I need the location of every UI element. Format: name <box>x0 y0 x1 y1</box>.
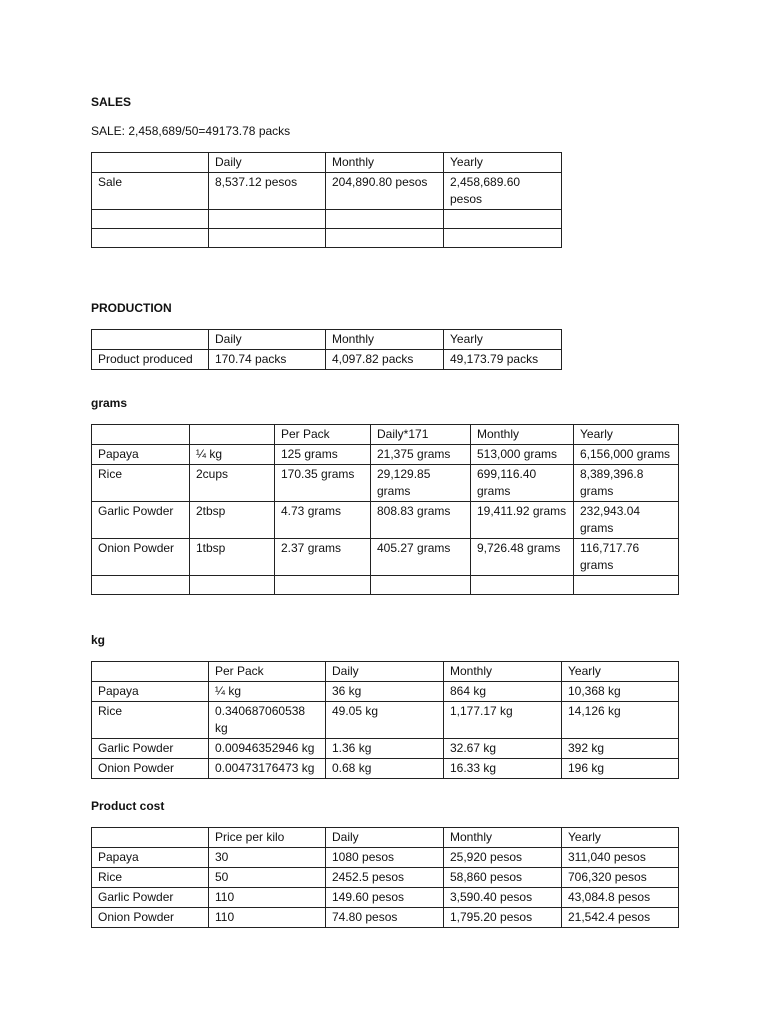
table-header-cell: Yearly <box>444 153 562 173</box>
table-row <box>92 173 562 210</box>
table-cell: 405.27 grams <box>371 539 471 576</box>
production-heading: PRODUCTION <box>91 301 172 315</box>
table-cell <box>326 210 444 229</box>
table-row <box>92 908 679 928</box>
table-row <box>92 539 679 576</box>
table-cell <box>574 576 679 595</box>
table-row <box>92 888 679 908</box>
table-cell: ¼ kg <box>190 445 275 465</box>
table-cell: 2cups <box>190 465 275 502</box>
table-cell: 25,920 pesos <box>444 848 562 868</box>
table-row <box>92 682 679 702</box>
table-cell: Product produced <box>92 350 209 370</box>
table-cell: ¼ kg <box>209 682 326 702</box>
table-header-cell: Daily <box>209 153 326 173</box>
table-cell: Onion Powder <box>92 908 209 928</box>
table-cell: 2tbsp <box>190 502 275 539</box>
table-row <box>92 739 679 759</box>
table-cell: Garlic Powder <box>92 739 209 759</box>
table-cell: 110 <box>209 888 326 908</box>
table-cell: Papaya <box>92 445 190 465</box>
table-cell: 6,156,000 grams <box>574 445 679 465</box>
table-cell: 21,375 grams <box>371 445 471 465</box>
table-cell <box>190 576 275 595</box>
grams-heading: grams <box>91 396 128 410</box>
table-cell: 196 kg <box>562 759 679 779</box>
table-header-cell: Monthly <box>326 153 444 173</box>
table-header-cell: Daily*171 <box>371 425 471 445</box>
table-cell: 21,542.4 pesos <box>562 908 679 928</box>
table-cell: 58,860 pesos <box>444 868 562 888</box>
table-cell: 14,126 kg <box>562 702 679 739</box>
table-cell: 4.73 grams <box>275 502 371 539</box>
table-cell <box>444 229 562 248</box>
table-header-cell: Monthly <box>444 662 562 682</box>
table-cell: Rice <box>92 702 209 739</box>
table-cell: 32.67 kg <box>444 739 562 759</box>
table-cell: 392 kg <box>562 739 679 759</box>
table-cell <box>209 229 326 248</box>
table-cell: 864 kg <box>444 682 562 702</box>
table-cell: 1.36 kg <box>326 739 444 759</box>
table-cell: Rice <box>92 868 209 888</box>
table-cell <box>471 576 574 595</box>
table-row <box>92 702 679 739</box>
table-cell: Sale <box>92 173 209 210</box>
table-header-row <box>92 828 679 848</box>
table-cell: Papaya <box>92 682 209 702</box>
table-header-row <box>92 662 679 682</box>
table-cell: 19,411.92 grams <box>471 502 574 539</box>
table-cell: 36 kg <box>326 682 444 702</box>
table-row <box>92 759 679 779</box>
table-cell <box>371 576 471 595</box>
table-cell: Garlic Powder <box>92 502 190 539</box>
table-cell: 0.340687060538 kg <box>209 702 326 739</box>
table-header-cell: Monthly <box>444 828 562 848</box>
table-cell: 110 <box>209 908 326 928</box>
table-cell: 699,116.40 grams <box>471 465 574 502</box>
table-header-cell: Price per kilo <box>209 828 326 848</box>
table-cell: 311,040 pesos <box>562 848 679 868</box>
table-header-row <box>92 153 562 173</box>
table-header-cell <box>92 662 209 682</box>
table-cell <box>209 210 326 229</box>
table-cell: 10,368 kg <box>562 682 679 702</box>
table-cell: 0.00473176473 kg <box>209 759 326 779</box>
sales-formula: SALE: 2,458,689/50=49173.78 packs <box>91 124 291 138</box>
table-cell: 513,000 grams <box>471 445 574 465</box>
table-cell: 1,795.20 pesos <box>444 908 562 928</box>
production-table <box>91 329 562 370</box>
table-cell: 125 grams <box>275 445 371 465</box>
table-row <box>92 210 562 229</box>
grams-table <box>91 424 679 595</box>
table-cell: 49.05 kg <box>326 702 444 739</box>
table-cell <box>92 210 209 229</box>
table-header-cell: Per Pack <box>275 425 371 445</box>
table-cell: 0.00946352946 kg <box>209 739 326 759</box>
table-cell: Onion Powder <box>92 759 209 779</box>
table-cell: 8,537.12 pesos <box>209 173 326 210</box>
table-cell: 170.35 grams <box>275 465 371 502</box>
table-cell: 49,173.79 packs <box>444 350 562 370</box>
table-header-cell: Yearly <box>562 828 679 848</box>
table-header-cell <box>190 425 275 445</box>
table-cell: 1tbsp <box>190 539 275 576</box>
table-cell: 706,320 pesos <box>562 868 679 888</box>
table-cell: 8,389,396.8 grams <box>574 465 679 502</box>
table-cell: 50 <box>209 868 326 888</box>
table-cell: 808.83 grams <box>371 502 471 539</box>
table-cell: 43,084.8 pesos <box>562 888 679 908</box>
table-cell <box>92 229 209 248</box>
table-cell: 9,726.48 grams <box>471 539 574 576</box>
table-cell: 74.80 pesos <box>326 908 444 928</box>
kg-table <box>91 661 679 779</box>
sales-heading: SALES <box>91 95 132 109</box>
table-header-row <box>92 425 679 445</box>
table-cell: 2.37 grams <box>275 539 371 576</box>
table-cell: 16.33 kg <box>444 759 562 779</box>
cost-table <box>91 827 679 928</box>
cost-heading: Product cost <box>91 799 165 813</box>
table-header-cell: Yearly <box>562 662 679 682</box>
table-cell: 204,890.80 pesos <box>326 173 444 210</box>
table-cell: 29,129.85 grams <box>371 465 471 502</box>
table-cell <box>326 229 444 248</box>
table-header-cell: Daily <box>326 828 444 848</box>
sales-table <box>91 152 562 248</box>
table-header-cell: Daily <box>326 662 444 682</box>
table-cell: 0.68 kg <box>326 759 444 779</box>
table-cell: 1080 pesos <box>326 848 444 868</box>
table-header-cell <box>92 828 209 848</box>
table-cell: 3,590.40 pesos <box>444 888 562 908</box>
table-cell: Papaya <box>92 848 209 868</box>
table-row <box>92 502 679 539</box>
table-header-cell <box>92 153 209 173</box>
table-cell <box>444 210 562 229</box>
table-cell: 2,458,689.60 pesos <box>444 173 562 210</box>
table-cell: 170.74 packs <box>209 350 326 370</box>
table-row <box>92 445 679 465</box>
table-cell: 1,177.17 kg <box>444 702 562 739</box>
table-cell: 149.60 pesos <box>326 888 444 908</box>
table-row <box>92 576 679 595</box>
table-header-cell: Monthly <box>326 330 444 350</box>
kg-heading: kg <box>91 633 106 647</box>
table-cell: Rice <box>92 465 190 502</box>
table-cell <box>92 576 190 595</box>
table-cell: 30 <box>209 848 326 868</box>
table-header-cell: Daily <box>209 330 326 350</box>
table-row <box>92 465 679 502</box>
table-cell <box>275 576 371 595</box>
table-cell: 232,943.04 grams <box>574 502 679 539</box>
table-header-cell: Yearly <box>444 330 562 350</box>
table-row <box>92 350 562 370</box>
table-row <box>92 868 679 888</box>
table-cell: 2452.5 pesos <box>326 868 444 888</box>
table-header-row <box>92 330 562 350</box>
table-row <box>92 229 562 248</box>
table-row <box>92 848 679 868</box>
table-header-cell <box>92 330 209 350</box>
table-cell: 4,097.82 packs <box>326 350 444 370</box>
table-header-cell: Monthly <box>471 425 574 445</box>
table-cell: Garlic Powder <box>92 888 209 908</box>
table-cell: 116,717.76 grams <box>574 539 679 576</box>
table-header-cell: Per Pack <box>209 662 326 682</box>
table-header-cell <box>92 425 190 445</box>
table-cell: Onion Powder <box>92 539 190 576</box>
table-header-cell: Yearly <box>574 425 679 445</box>
